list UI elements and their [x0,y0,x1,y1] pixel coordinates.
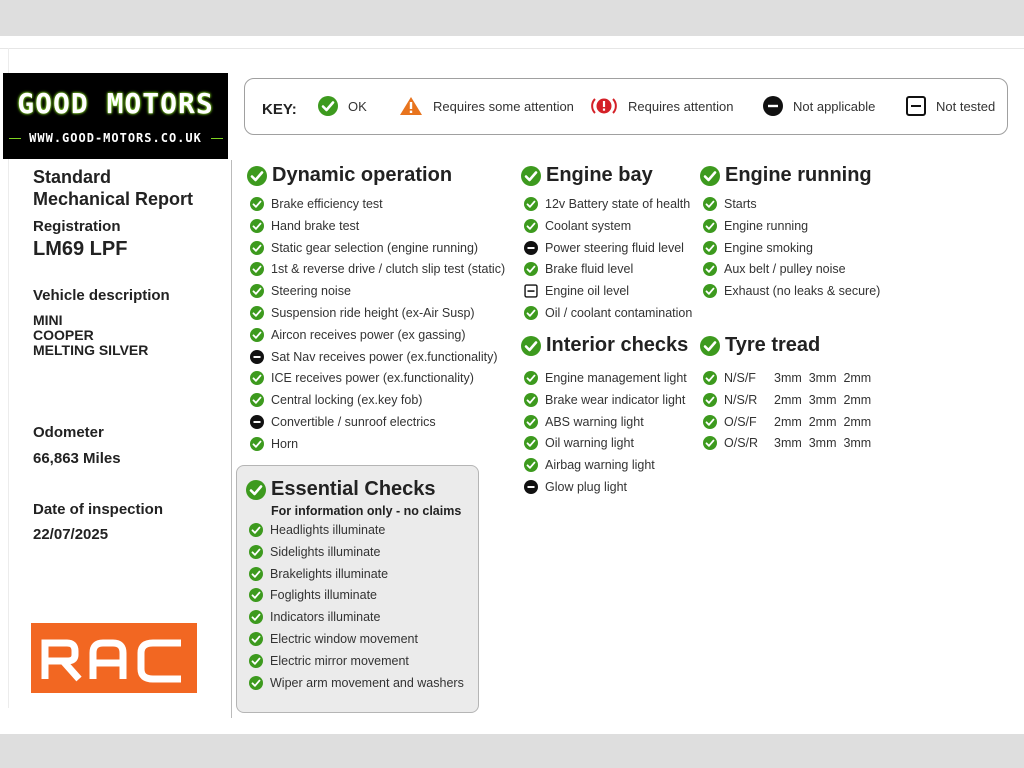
status-key [244,78,1008,135]
ok-icon [249,654,263,668]
odometer-value: 66,863 Miles [33,450,121,467]
check-item-label: Steering noise [271,284,351,299]
warning-triangle-icon [399,96,423,116]
check-item-label: Power steering fluid level [545,240,684,255]
engine-running-title: Engine running [725,164,872,186]
check-item-label: Indicators illuminate [270,610,381,625]
check-item-label: Coolant system [545,218,632,233]
check-item-label: Engine oil level [545,284,630,299]
check-item-label: Starts [724,197,757,211]
ok-icon [246,480,266,500]
check-item-label: Brake wear indicator light [545,392,686,407]
not-applicable-icon [524,241,538,255]
ok-icon [703,393,717,407]
ok-icon [249,523,263,537]
tyre-position: O/S/F [724,414,757,429]
check-item-label: Engine smoking [724,240,813,255]
ok-icon [250,328,264,342]
key-item-label: Requires some attention [433,98,574,114]
key-label: KEY: [262,101,297,118]
key-item-label: OK [348,98,367,114]
check-item-label: Oil / coolant contamination [545,306,693,320]
ok-icon [250,241,264,255]
check-item-label: Brake fluid level [545,262,634,277]
not-applicable-icon [250,350,264,364]
tyre-tread-depths: 3mm 3mm 3mm [774,436,872,451]
ok-icon [524,415,538,429]
check-item-label: Sidelights illuminate [270,544,381,559]
essential-checks-subtitle: For information only - no claims [271,504,462,518]
check-item-label: Suspension ride height (ex-Air Susp) [271,306,475,320]
tyre-position: N/S/F [724,371,756,385]
registration-value: LM69 LPF [33,238,128,260]
ok-icon [703,371,717,385]
check-item-label: Sat Nav receives power (ex.functionality) [271,349,498,364]
urgent-attention-icon [590,96,618,116]
ok-icon [524,371,538,385]
ok-icon [249,632,263,646]
key-item-label: Requires attention [628,98,734,114]
ok-icon [703,415,717,429]
ok-icon [524,219,538,233]
ok-icon [521,166,541,186]
ok-icon [247,166,267,186]
tyre-tread-title: Tyre tread [725,334,821,356]
ok-icon [249,567,263,581]
ok-icon [250,393,264,407]
ok-icon [524,262,538,276]
not-tested-icon [906,96,926,116]
check-item-label: Oil warning light [545,436,634,451]
check-item-label: Central locking (ex.key fob) [271,393,423,408]
check-item-label: Static gear selection (engine running) [271,240,479,255]
ok-icon [250,437,264,451]
ok-icon [249,545,263,559]
check-item-label: Brakelights illuminate [270,566,389,581]
logo-title: GOOD MOTORS [17,87,214,120]
ok-icon [703,436,717,450]
ok-icon [700,336,720,356]
ok-icon [249,610,263,624]
ok-icon [250,284,264,298]
ok-icon [703,219,717,233]
ok-icon [524,458,538,472]
top-divider [0,48,1024,49]
dynamic-title: Dynamic operation [272,164,453,186]
ok-icon [524,393,538,407]
rac-logo [31,623,197,693]
key-item-not-applicable [763,96,875,116]
not-applicable-icon [763,96,783,116]
check-item-label: Engine running [724,218,809,233]
report-title-line2: Mechanical Report [33,189,194,209]
not-applicable-icon [250,415,264,429]
check-item-label: Aux belt / pulley noise [724,262,846,277]
interior-title: Interior checks [546,334,689,356]
check-item-label: Hand brake test [271,218,360,233]
key-item-some-attention [399,96,574,116]
check-item-label: Convertible / sunroof electrics [271,415,436,429]
ok-icon [700,166,720,186]
check-item-label: Wiper arm movement and washers [270,675,464,690]
ok-icon [521,336,541,356]
vehicle-colour: MELTING SILVER [33,342,149,358]
tyre-position: O/S/R [724,436,759,451]
ok-icon [703,197,717,211]
check-item-label: Horn [271,436,299,451]
not-tested-icon [524,284,538,298]
column-divider [231,160,232,718]
odometer-label: Odometer [33,424,104,441]
check-item-label: Electric window movement [270,632,418,646]
tyre-tread-depths: 3mm 3mm 2mm [774,371,872,385]
inspection-date-value: 22/07/2025 [33,526,109,543]
rac-logo-mark [31,623,197,693]
ok-icon [250,197,264,211]
report-title-line1: Standard [33,167,112,187]
tyre-tread-depths: 2mm 3mm 2mm [774,392,872,407]
tyre-position: N/S/R [724,392,758,407]
ok-icon [703,284,717,298]
check-item-label: 1st & reverse drive / clutch slip test (static) [271,262,506,277]
registration-label: Registration [33,218,121,235]
ok-icon [703,262,717,276]
check-item-label: Exhaust (no leaks & secure) [724,284,881,299]
key-item-not-tested [906,96,995,116]
check-item-label: Glow plug light [545,480,627,494]
ok-icon [524,436,538,450]
vehicle-make: MINI [33,312,63,328]
check-item-label: Foglights illuminate [270,588,377,603]
dealer-logo [3,73,228,159]
check-item-label: Headlights illuminate [270,523,386,537]
vehicle-description-label: Vehicle description [33,287,170,304]
check-item-label: 12v Battery state of health [545,197,691,211]
logo-rule-right [211,138,223,139]
ok-icon [250,306,264,320]
key-item-requires-attention [590,96,734,116]
check-item-label: Electric mirror movement [270,653,409,668]
check-item-label: Engine management light [545,371,687,385]
ok-icon [250,262,264,276]
ok-icon [524,306,538,320]
key-item-label: Not applicable [793,98,876,114]
logo-url: WWW.GOOD-MOTORS.CO.UK [29,131,202,145]
check-item-label: ABS warning light [545,414,644,429]
key-item-label: Not tested [936,98,996,114]
ok-icon [250,219,264,233]
ok-icon [249,676,263,690]
inspection-date-label: Date of inspection [33,501,164,518]
essential-title: Essential Checks [271,478,436,500]
ok-icon [249,588,263,602]
ok-icon [703,241,717,255]
check-item-label: ICE receives power (ex.functionality) [271,371,474,386]
key-item-ok [318,96,367,116]
ok-icon [524,197,538,211]
not-applicable-icon [524,480,538,494]
tyre-tread-depths: 2mm 2mm 2mm [774,414,872,429]
ok-icon [318,96,338,116]
check-item-label: Brake efficiency test [271,197,383,211]
engine-bay-title: Engine bay [546,164,653,186]
check-item-label: Aircon receives power (ex gassing) [271,327,466,342]
vehicle-model: COOPER [33,327,94,343]
check-item-label: Airbag warning light [545,458,655,473]
ok-icon [250,371,264,385]
